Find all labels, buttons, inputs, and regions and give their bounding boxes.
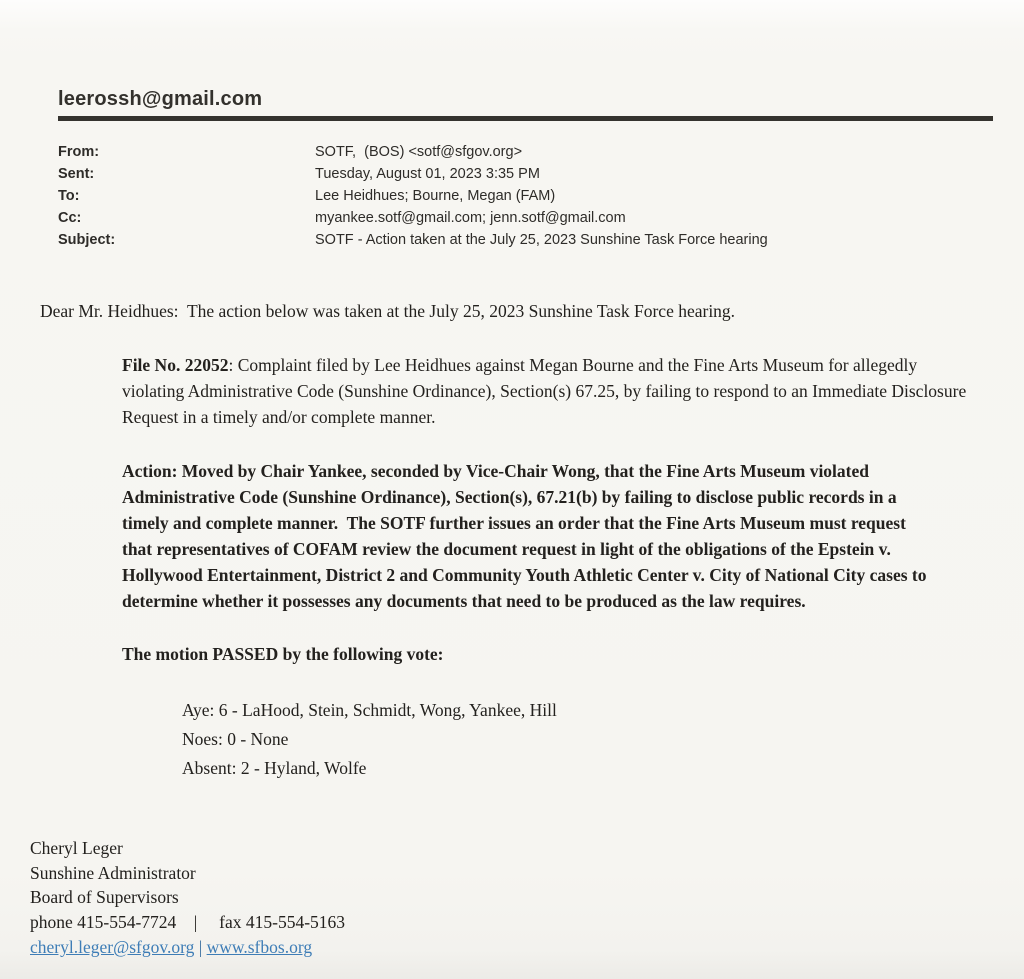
file-number-text: : Complaint filed by Lee Heidhues against Megan Bourne and the Fine Arts Museum for allegedly violating Administrative Code (Sunshine Ordinance), Section(s) 67.25, by failing to respond to an Immediate Disclosure Request in a timely and/or complete manner.	[122, 355, 971, 427]
file-number-label: File No. 22052	[122, 355, 229, 375]
field-row-cc	[58, 207, 1024, 229]
file-number-paragraph	[122, 352, 971, 430]
from-value: SOTF, (BOS) <sotf@sfgov.org>	[315, 144, 523, 160]
email-header-fields	[58, 141, 1024, 251]
vote-line-noes: Noes: 0 - None	[182, 729, 289, 749]
subject-value: SOTF - Action taken at the July 25, 2023 Sunshine Task Force hearing	[315, 232, 768, 248]
cc-label: Cc:	[58, 210, 82, 226]
header-divider-rule	[58, 116, 993, 121]
field-row-to	[58, 185, 1024, 207]
field-row-subject	[58, 229, 1024, 251]
salutation-line: Dear Mr. Heidhues: The action below was taken at the July 25, 2023 Sunshine Task Force hearing.	[40, 301, 736, 321]
vote-tally	[182, 696, 984, 783]
to-value: Lee Heidhues; Bourne, Megan (FAM)	[315, 188, 556, 204]
account-email-header: leerossh@gmail.com	[58, 88, 263, 110]
signature-block	[30, 836, 1024, 960]
cc-value: myankee.sotf@gmail.com; jenn.sotf@gmail.com	[315, 210, 626, 226]
email-body	[40, 298, 984, 783]
signature-title: Sunshine Administrator	[30, 862, 196, 883]
subject-label: Subject:	[58, 232, 116, 248]
signature-links	[30, 935, 1024, 960]
to-label: To:	[58, 188, 80, 204]
sent-label: Sent:	[58, 166, 95, 182]
field-row-sent	[58, 163, 1024, 185]
signature-email-link[interactable]: cheryl.leger@sfgov.org	[30, 937, 195, 957]
signature-link-separator: |	[194, 937, 207, 957]
signature-phone-fax: phone 415-554-7724 | fax 415-554-5163	[30, 911, 346, 932]
action-paragraph: Action: Moved by Chair Yankee, seconded by Vice-Chair Wong, that the Fine Arts Museum violated Administrative Code (Sunshine Ordinance), Section(s), 67.21(b) by failing to disclose public records in a timely and complete manner. The SOTF further issues an order that the Fine Arts Museum must request that representatives of COFAM review the document request in light of the obligations of the Epstein v. Hollywood Entertainment, District 2 and Community Youth Athletic Center v. City of National City cases to determine whether it possesses any documents that need to be produced as the law requires.	[122, 461, 931, 611]
from-label: From:	[58, 144, 100, 160]
signature-name: Cheryl Leger	[30, 838, 123, 858]
sent-value: Tuesday, August 01, 2023 3:35 PM	[315, 166, 540, 182]
motion-passed-line: The motion PASSED by the following vote:	[122, 644, 444, 664]
vote-line-aye: Aye: 6 - LaHood, Stein, Schmidt, Wong, Yankee, Hill	[182, 700, 557, 720]
field-row-from	[58, 141, 1024, 163]
signature-org: Board of Supervisors	[30, 887, 179, 907]
vote-line-absent: Absent: 2 - Hyland, Wolfe	[182, 758, 367, 778]
signature-website-link[interactable]: www.sfbos.org	[206, 937, 313, 957]
